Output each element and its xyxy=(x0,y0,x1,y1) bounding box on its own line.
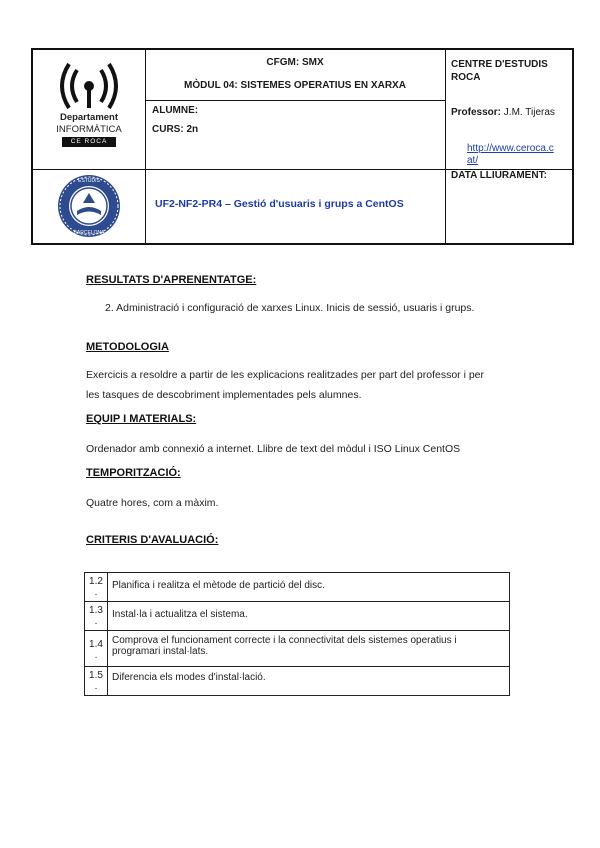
department-label: Departament xyxy=(59,112,119,123)
criteria-table xyxy=(84,572,510,696)
results-heading: RESULTATS D'APRENENTATGE: xyxy=(86,274,257,286)
professor-label: Professor: xyxy=(451,107,502,118)
divider xyxy=(145,100,445,101)
website-url-part2[interactable]: at/ xyxy=(467,155,479,166)
criteria-text: Planifica i realitza el mètode de partició del disc. xyxy=(108,573,510,602)
svg-text:ESTUDIS: ESTUDIS xyxy=(78,178,100,184)
department-logo xyxy=(33,50,145,169)
table-row xyxy=(85,573,510,602)
timing-text: Quatre hores, com a màxim. xyxy=(86,497,219,509)
criteria-heading: CRITERIS D'AVALUACIÓ: xyxy=(86,534,219,546)
criteria-number: 1.3 . xyxy=(85,602,108,631)
table-row xyxy=(85,602,510,631)
criteria-text: Comprova el funcionament correcte i la connectivitat dels sistemes operatius i programari instal·lats. xyxy=(108,631,510,667)
criteria-text: Instal·la i actualitza el sistema. xyxy=(108,602,510,631)
school-name-line2: ROCA xyxy=(451,72,481,83)
header-table xyxy=(31,48,574,245)
methodology-line-1: Exercicis a resoldre a partir de les explicacions realitzades per part del professor i per xyxy=(86,369,485,381)
student-label: ALUMNE: xyxy=(152,105,199,116)
divider xyxy=(445,50,446,243)
equipment-heading: EQUIP I MATERIALS: xyxy=(86,413,197,425)
school-seal xyxy=(33,170,145,243)
school-badge: CE ROCA xyxy=(62,137,116,147)
criteria-text: Diferencia els modes d'instal·lació. xyxy=(108,667,510,696)
svg-text:BARCELONA: BARCELONA xyxy=(73,230,105,236)
delivery-date-label: DATA LLIURAMENT: xyxy=(451,170,547,181)
table-row xyxy=(85,667,510,696)
professor-field xyxy=(451,107,555,118)
divider xyxy=(145,50,146,243)
methodology-heading: METODOLOGIA xyxy=(86,341,169,353)
department-name: INFORMÀTICA xyxy=(56,124,122,135)
criteria-number: 1.2 . xyxy=(85,573,108,602)
activity-title: UF2-NF2-PR4 – Gestió d'usuaris i grups a CentOS xyxy=(155,198,404,210)
cycle-label: CFGM: SMX xyxy=(266,57,324,68)
professor-name: J.M. Tijeras xyxy=(503,107,555,118)
criteria-number: 1.4 . xyxy=(85,631,108,667)
course-label: CURS: 2n xyxy=(152,124,199,135)
website-link[interactable] xyxy=(467,143,554,167)
seal-icon xyxy=(53,173,125,239)
timing-heading: TEMPORITZACIÓ: xyxy=(86,467,181,479)
results-item: 2. Administració i configuració de xarxes Linux. Inicis de sessió, usuaris i grups. xyxy=(105,302,475,314)
methodology-line-2: les tasques de descobriment implementades pels alumnes. xyxy=(86,389,362,401)
website-url-part1[interactable]: http://www.ceroca.c xyxy=(467,143,554,154)
table-row xyxy=(85,631,510,667)
equipment-text: Ordenador amb connexió a internet. Llibre de text del mòdul i ISO Linux CentOS xyxy=(86,443,461,455)
criteria-number: 1.5 . xyxy=(85,667,108,696)
school-name: CENTRE D'ESTUDIS xyxy=(451,59,548,70)
module-title: MÒDUL 04: SISTEMES OPERATIUS EN XARXA xyxy=(184,80,406,91)
